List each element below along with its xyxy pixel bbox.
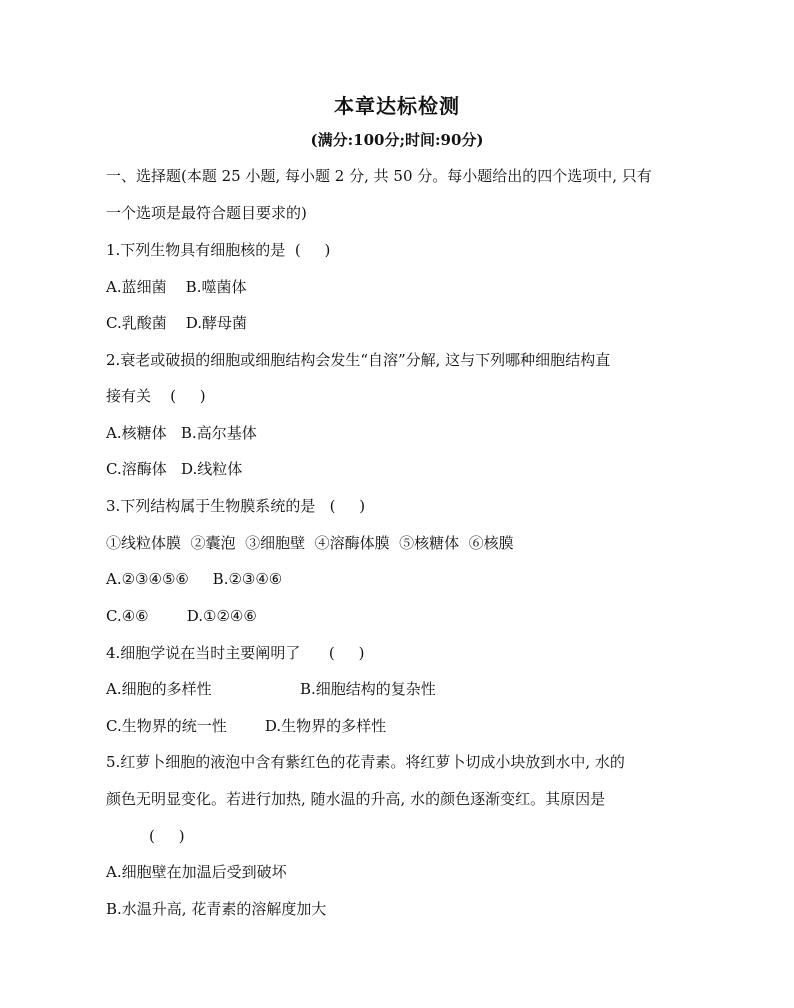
question-2-options-ab: A.核糖体 B.高尔基体 (106, 424, 257, 442)
question-3-items: ①线粒体膜 ②囊泡 ③细胞壁 ④溶酶体膜 ⑤核糖体 ⑥核膜 (106, 534, 514, 552)
question-5-option-b: B.水温升高, 花青素的溶解度加大 (106, 900, 327, 918)
page-subtitle: (满分:100分;时间:90分) (310, 131, 484, 149)
question-3-options-ab: A.②③④⑤⑥ B.②③④⑥ (106, 570, 283, 588)
question-1-options-ab: A.蓝细菌 B.噬菌体 (106, 278, 247, 296)
question-4-options-cd: C.生物界的统一性 D.生物界的多样性 (106, 717, 387, 735)
question-5-answer-paren: ( ) (149, 827, 185, 845)
question-2-stem-line2: 接有关 ( ) (106, 387, 206, 405)
section-heading-line1: 一、选择题(本题 25 小题, 每小题 2 分, 共 50 分。每小题给出的四个选项中, 只有 (106, 167, 652, 185)
question-1-options-cd: C.乳酸菌 D.酵母菌 (106, 314, 248, 332)
question-5-stem-line1: 5.红萝卜细胞的液泡中含有紫红色的花青素。将红萝卜切成小块放到水中, 水的 (106, 753, 625, 771)
question-4-option-b: B.细胞结构的复杂性 (300, 680, 436, 698)
question-4-stem: 4.细胞学说在当时主要阐明了 ( ) (106, 644, 365, 662)
question-3-options-cd: C.④⑥ D.①②④⑥ (106, 607, 257, 625)
question-3-stem: 3.下列结构属于生物膜系统的是 ( ) (106, 497, 366, 515)
page-title: 本章达标检测 (334, 94, 460, 118)
question-4-option-a: A.细胞的多样性 (106, 680, 212, 698)
question-1-stem: 1.下列生物具有细胞核的是 ( ) (106, 241, 331, 259)
question-5-option-a: A.细胞壁在加温后受到破坏 (106, 863, 287, 881)
question-2-stem-line1: 2.衰老或破损的细胞或细胞结构会发生“自溶”分解, 这与下列哪种细胞结构直 (106, 351, 611, 369)
question-5-stem-line2: 颜色无明显变化。若进行加热, 随水温的升高, 水的颜色逐渐变红。其原因是 (106, 790, 606, 808)
section-heading-line2: 一个选项是最符合题目要求的) (106, 204, 307, 222)
question-2-options-cd: C.溶酶体 D.线粒体 (106, 460, 243, 478)
